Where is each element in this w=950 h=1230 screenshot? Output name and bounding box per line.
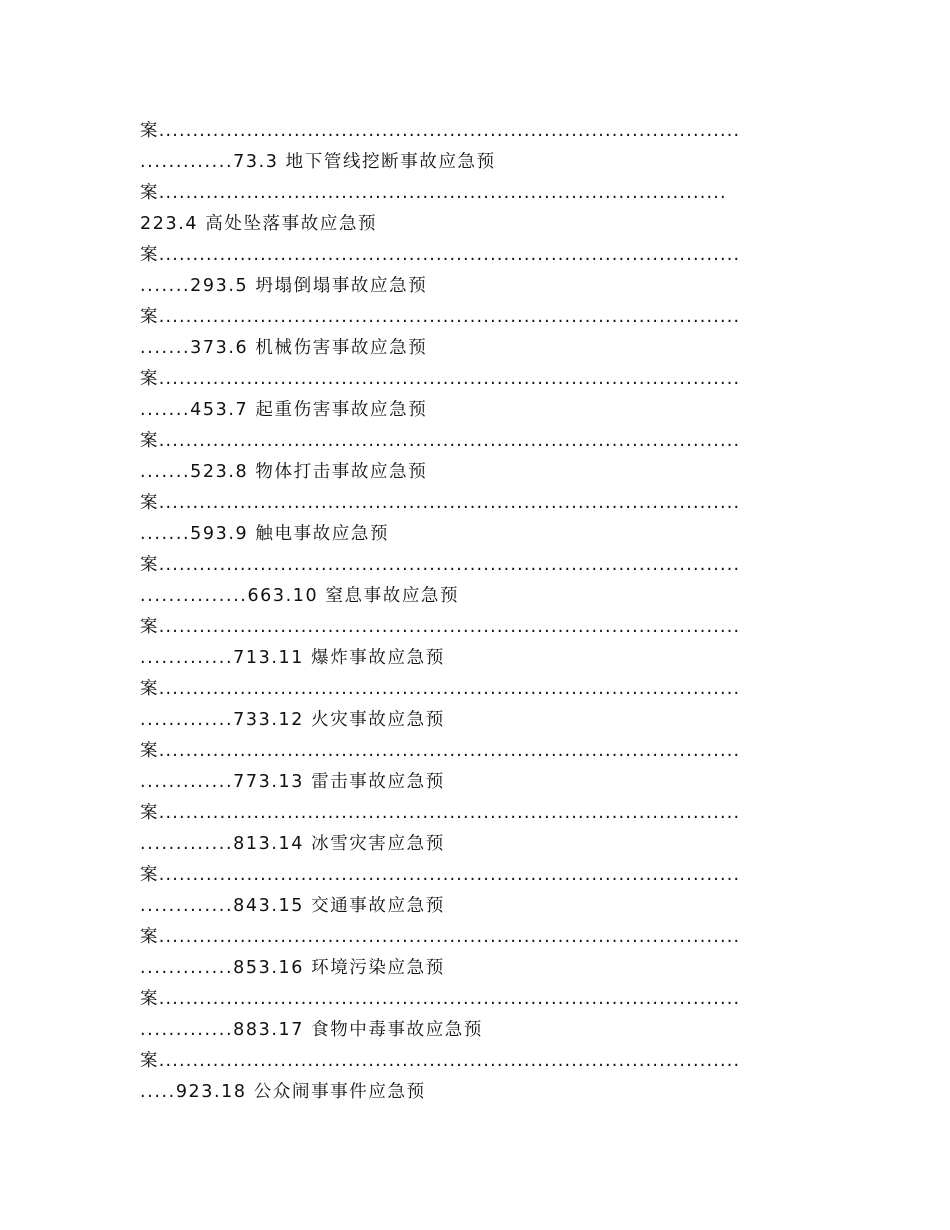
toc-line: 案...................................................................................... — [140, 1051, 741, 1071]
toc-line: .......293.5 坍塌倒塌事故应急预 — [140, 276, 428, 296]
toc-line: 案...................................................................................... — [140, 617, 741, 637]
toc-line: 案...................................................................................... — [140, 927, 741, 947]
toc-line: ...............663.10 窒息事故应急预 — [140, 586, 460, 606]
toc-line: .......593.9 触电事故应急预 — [140, 524, 390, 544]
toc-line: 案...................................................................................... — [140, 989, 741, 1009]
toc-line: 案...................................................................................... — [140, 431, 741, 451]
toc-line: 案...................................................................................... — [140, 121, 741, 141]
toc-line: 案...................................................................................... — [140, 369, 741, 389]
toc-line: .......453.7 起重伤害事故应急预 — [140, 400, 428, 420]
toc-line: .......373.6 机械伤害事故应急预 — [140, 338, 428, 358]
toc-line: 223.4 高处坠落事故应急预 — [140, 214, 378, 234]
toc-line: 案...................................................................................... — [140, 741, 741, 761]
toc-line: 案...................................................................................... — [140, 245, 741, 265]
toc-line: 案...................................................................................... — [140, 803, 741, 823]
toc-page — [140, 116, 808, 1108]
toc-line: .............773.13 雷击事故应急预 — [140, 772, 445, 792]
toc-line: 案...................................................................................... — [140, 493, 741, 513]
toc-line: 案...................................................................................... — [140, 307, 741, 327]
toc-line: .............883.17 食物中毒事故应急预 — [140, 1020, 484, 1040]
toc-line: 案...................................................................................... — [140, 865, 741, 885]
toc-line: 案...................................................................................... — [140, 555, 741, 575]
toc-line: .............733.12 火灾事故应急预 — [140, 710, 445, 730]
toc-line: .............813.14 冰雪灾害应急预 — [140, 834, 445, 854]
toc-line: .............713.11 爆炸事故应急预 — [140, 648, 445, 668]
toc-line: .............843.15 交通事故应急预 — [140, 896, 445, 916]
toc-line: .............73.3 地下管线挖断事故应急预 — [140, 152, 496, 172]
toc-line: 案...................................................................................... — [140, 679, 741, 699]
toc-line: .............853.16 环境污染应急预 — [140, 958, 445, 978]
toc-line: .....923.18 公众闹事事件应急预 — [140, 1082, 426, 1102]
toc-line: .......523.8 物体打击事故应急预 — [140, 462, 428, 482]
toc-line: 案.................................................................................... — [140, 183, 727, 203]
